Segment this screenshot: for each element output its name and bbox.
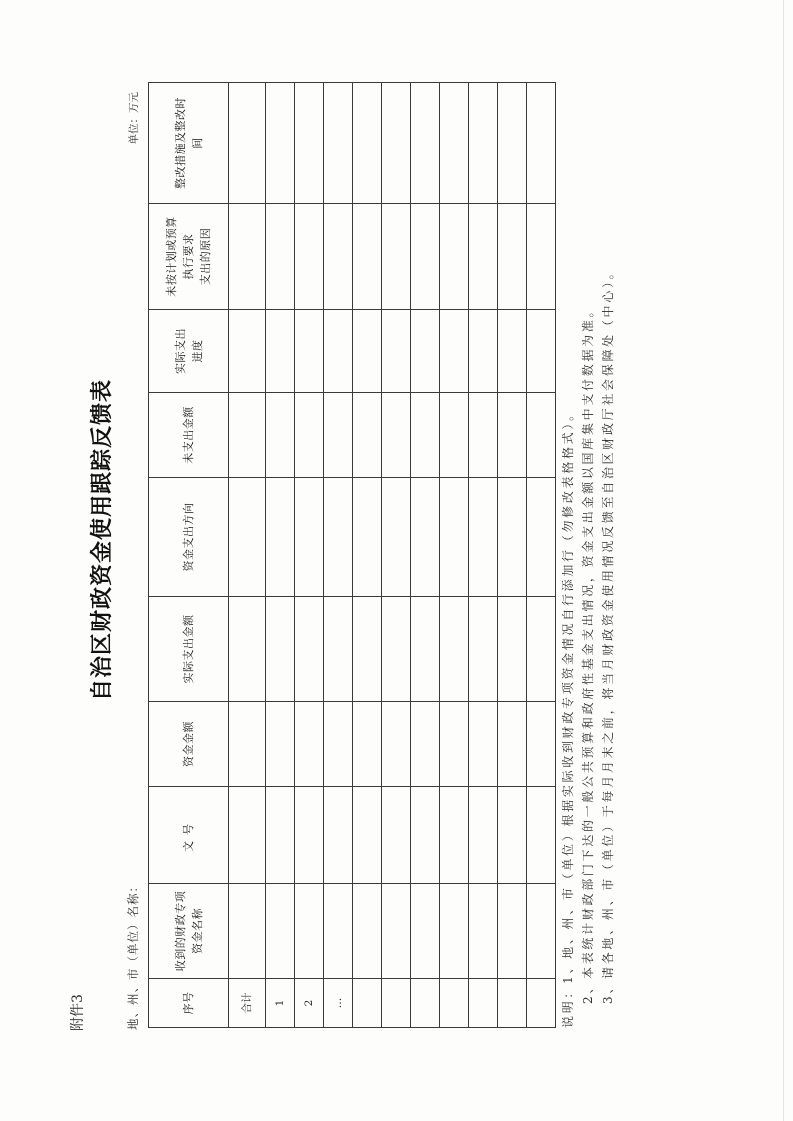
table-cell [411,478,440,597]
table-cell [324,204,353,310]
note-text: 2、本表统计财政部门下达的一般公共预算和政府性基金支出情况，资金支出金额以国库集中支付数据为准。 [581,302,595,1004]
table-cell [295,787,324,884]
table-cell [382,787,411,884]
note-line-3 [598,265,618,1028]
table-cell [440,393,469,478]
notes-block [558,265,618,1028]
table-cell [266,884,295,979]
col-header-seq [149,979,229,1028]
col-header-doc-number [149,787,229,884]
table-row [498,83,527,1028]
table-cell [229,597,266,702]
table-cell [527,83,556,204]
header-text: 文号 [182,818,195,852]
header-text: 支出的原因 [199,227,212,286]
table-row [440,83,469,1028]
table-cell [382,597,411,702]
table-cell [498,83,527,204]
table-cell [295,597,324,702]
table-cell [324,597,353,702]
table-cell [527,310,556,393]
table-cell [440,478,469,597]
table-cell [295,478,324,597]
row-label-cell [527,979,556,1028]
header-text: 序号 [182,991,195,1015]
row-label: 2 [295,979,324,1028]
table-cell [498,393,527,478]
table-cell [353,83,382,204]
table-cell [440,787,469,884]
table-cell [353,884,382,979]
table-cell [382,702,411,787]
header-text: 整改措施及整改时 [173,97,187,189]
table-cell [353,478,382,597]
table-cell [324,478,353,597]
header-text: 未按计划或预算 [165,216,178,297]
note-text: 3、请各地、州、市（单位）于每月月末之前，将当月财政资金使用情况反馈至自治区财政厅社会保障处（中心）。 [601,264,615,1004]
table-header [149,83,229,1028]
table-row-total [229,83,266,1028]
table-cell [295,83,324,204]
table-cell [229,478,266,597]
table-cell [229,310,266,393]
table-cell [498,702,527,787]
col-header-progress [149,310,229,393]
header-text: 实际支出 [173,328,187,374]
table-row [266,83,295,1028]
row-label: 合计 [229,979,266,1028]
table-cell [411,702,440,787]
table-cell [324,884,353,979]
table-cell [353,787,382,884]
table-cell [440,310,469,393]
table-cell [411,83,440,204]
table-cell [469,884,498,979]
row-label: … [324,979,353,1028]
col-header-spending-direction [149,478,229,597]
table-cell [295,310,324,393]
table-cell [498,787,527,884]
table-cell [353,204,382,310]
table-cell [266,310,295,393]
table-cell [324,310,353,393]
table-cell [527,597,556,702]
header-text: 资金金额 [182,721,195,767]
header-text: 未支出金额 [182,406,195,464]
header-text: 收到的财政专项 [173,890,187,972]
table-row [324,83,353,1028]
table-cell [229,393,266,478]
note-text: 1、地、州、市（单位）根据实际收到财政专项资金情况自行添加行（勿修改表格格式）。 [561,406,575,984]
header-text: 资金名称 [190,908,204,954]
table-cell [411,204,440,310]
table-cell [324,393,353,478]
row-label-cell [382,979,411,1028]
table-cell [440,884,469,979]
table-cell [266,702,295,787]
table-cell [295,393,324,478]
table-cell [229,702,266,787]
table-row [295,83,324,1028]
col-header-reason [149,204,229,310]
table-row [469,83,498,1028]
table-cell [295,204,324,310]
row-label-cell [498,979,527,1028]
table-cell [469,83,498,204]
table-cell [469,478,498,597]
table-cell [411,787,440,884]
table-cell [353,702,382,787]
table-cell [440,597,469,702]
table-cell [440,702,469,787]
attachment-label: 附件3 [70,994,86,1031]
table-cell [266,393,295,478]
table-cell [469,702,498,787]
table-cell [469,597,498,702]
table-cell [229,787,266,884]
notes-label: 说明： [561,983,575,1028]
table-body [229,83,556,1028]
table-cell [498,478,527,597]
table-cell [498,884,527,979]
row-label-cell [469,979,498,1028]
table-cell [266,787,295,884]
col-header-fund-name [149,884,229,979]
table-cell [382,884,411,979]
table-cell [411,310,440,393]
org-name-label: 地、州、市（单位）名称： [126,880,140,1030]
header-row [149,83,229,1028]
table-cell [411,597,440,702]
table-cell [324,787,353,884]
unit-label: 单位：万元 [128,92,140,145]
table-cell [295,702,324,787]
row-label-cell [411,979,440,1028]
col-header-fund-amount [149,702,229,787]
table-cell [498,204,527,310]
table-cell [469,310,498,393]
table-cell [527,702,556,787]
col-header-remediation [149,83,229,204]
table-row [382,83,411,1028]
table-cell [382,478,411,597]
table-row [353,83,382,1028]
table-cell [382,83,411,204]
table-cell [229,204,266,310]
feedback-table [148,82,556,1028]
table-cell [295,884,324,979]
note-line-1 [558,265,578,1028]
col-header-unspent [149,393,229,478]
table-cell [527,884,556,979]
header-text: 执行要求 [182,233,195,280]
header-text: 资金支出方向 [182,502,195,572]
row-label: 1 [266,979,295,1028]
row-label-cell [353,979,382,1028]
table-cell [440,83,469,204]
table-cell [266,83,295,204]
header-text: 进度 [190,339,204,363]
table-cell [411,393,440,478]
table-cell [469,787,498,884]
row-label-cell [440,979,469,1028]
table-cell [229,884,266,979]
document-title: 自治区财政资金使用跟踪反馈表 [89,379,115,702]
table-cell [382,310,411,393]
table-cell [498,597,527,702]
table-cell [324,702,353,787]
table-cell [382,393,411,478]
col-header-actual-spent [149,597,229,702]
table-cell [266,478,295,597]
table-cell [382,204,411,310]
table-cell [353,597,382,702]
table-cell [440,204,469,310]
table-row [411,83,440,1028]
table-cell [527,393,556,478]
table-cell [469,393,498,478]
note-line-2 [578,265,598,1028]
table-cell [527,204,556,310]
table-cell [266,597,295,702]
table-cell [411,884,440,979]
table-cell [353,310,382,393]
header-text: 间 [190,137,204,149]
header-text: 实际支出金额 [182,614,195,684]
table-cell [469,204,498,310]
table-row [527,83,556,1028]
table-cell [527,787,556,884]
table-cell [498,310,527,393]
table-cell [229,83,266,204]
table-cell [324,83,353,204]
table-cell [353,393,382,478]
table-cell [527,478,556,597]
table-cell [266,204,295,310]
